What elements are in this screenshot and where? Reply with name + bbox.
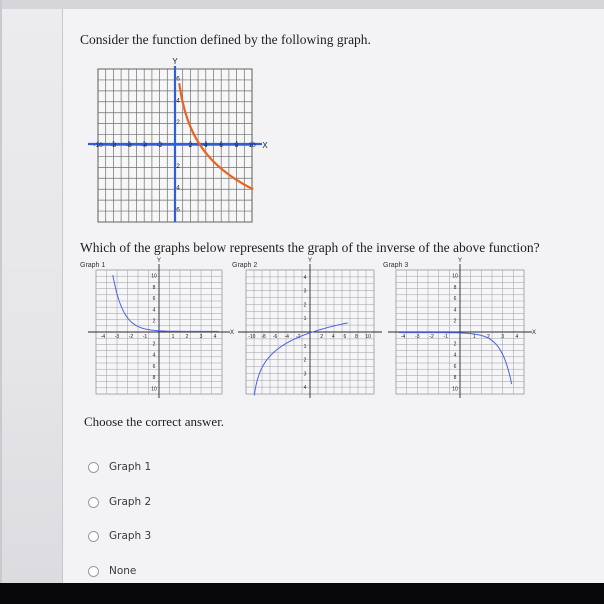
graph-y-tick-label: 10	[151, 386, 157, 393]
option-label: Graph 3	[109, 530, 152, 542]
graph-y-tick-label: 3	[303, 371, 307, 378]
graph-3	[386, 258, 546, 408]
graph-x-tick-label: -2	[296, 334, 301, 340]
graph-y-tick-label: 8	[453, 375, 457, 382]
graph-x-tick-label: -4	[100, 334, 106, 340]
graph-y-tick-label: 2	[453, 318, 457, 325]
graph-x-tick-label: 2	[185, 334, 189, 340]
main-y-tick-label: 4	[176, 184, 180, 192]
graph-x-tick-label: -2	[429, 334, 434, 340]
graph-x-tick-label: 8	[355, 334, 358, 340]
graph-y-tick-label: 6	[152, 296, 156, 303]
left-edge	[0, 0, 2, 583]
graph-y-axis-label: Y	[307, 258, 313, 264]
top-band	[0, 0, 604, 9]
graph-y-tick-label: 8	[152, 284, 156, 291]
radio-button[interactable]	[88, 566, 99, 577]
graph-y-tick-label: 10	[452, 273, 458, 280]
graph-x-tick-label: 4	[331, 334, 335, 340]
option-graph-2[interactable]	[88, 496, 151, 508]
graph-y-tick-label: 2	[152, 341, 156, 348]
graph-y-tick-label: 10	[452, 386, 458, 393]
radio-button[interactable]	[88, 531, 99, 542]
option-none[interactable]	[88, 565, 136, 577]
graph-x-tick-label: -3	[415, 334, 420, 340]
main-x-tick-label: 10	[248, 142, 256, 149]
main-x-tick-label: 8	[234, 142, 239, 149]
graph-y-tick-label: 4	[303, 385, 307, 392]
graph-x-tick-label: -1	[142, 334, 148, 340]
main-x-tick-label: -2	[156, 142, 163, 149]
inverse-question: Which of the graphs below represents the graph of the inverse of the above function?	[80, 240, 540, 255]
graph-2-title: Graph 2	[232, 262, 258, 269]
main-x-tick-label: 6	[219, 142, 224, 149]
graph-x-tick-label: 3	[501, 334, 505, 340]
graph-1-title: Graph 1	[80, 262, 106, 269]
graph-y-tick-label: 1	[303, 316, 307, 323]
graph-y-tick-label: 10	[151, 273, 157, 280]
graph-y-tick-label: 4	[453, 307, 457, 314]
graph-x-tick-label: -10	[248, 334, 256, 340]
main-x-tick-label: -6	[125, 142, 132, 149]
graph-y-tick-label: 1	[303, 343, 307, 350]
main-x-tick-label: -4	[141, 142, 148, 149]
graph-y-tick-label: 4	[152, 307, 156, 314]
graph-y-tick-label: 4	[152, 352, 156, 359]
main-x-tick-label: 2	[188, 142, 193, 149]
graph-x-tick-label: 3	[199, 334, 203, 340]
choose-instruction: Choose the correct answer.	[84, 414, 225, 429]
graph-y-tick-label: 2	[152, 318, 156, 325]
graph-x-tick-label: -2	[128, 334, 134, 340]
graph-2	[236, 258, 386, 408]
main-y-tick-label: 2	[176, 119, 180, 127]
graph-y-tick-label: 3	[303, 288, 307, 295]
radio-button[interactable]	[88, 462, 99, 473]
graph-y-tick-label: 8	[453, 284, 457, 291]
graph-y-tick-label: 8	[152, 375, 156, 382]
graph-x-tick-label: -1	[443, 334, 449, 340]
graph-y-axis-label: Y	[156, 258, 162, 264]
radio-button[interactable]	[88, 497, 99, 508]
main-x-axis-label: X	[262, 141, 268, 150]
graph-x-axis-label: X	[531, 330, 537, 336]
graph-y-tick-label: 4	[453, 352, 457, 359]
graph-x-tick-label: -6	[272, 334, 278, 340]
option-graph-1[interactable]	[88, 461, 151, 473]
graph-3-title: Graph 3	[383, 262, 409, 269]
graph-y-tick-label: 6	[453, 363, 457, 370]
graph-x-tick-label: 4	[213, 334, 217, 340]
main-y-tick-label: 2	[176, 162, 180, 170]
graph-x-tick-label: -8	[261, 334, 266, 340]
main-y-tick-label: 4	[176, 97, 180, 105]
graph-x-tick-label: -4	[400, 334, 406, 340]
graph-x-tick-label: -4	[284, 334, 289, 340]
option-label: Graph 1	[109, 461, 152, 473]
graph-x-tick-label: -3	[114, 334, 120, 340]
graph-y-tick-label: 6	[152, 363, 156, 370]
bottom-bar	[0, 583, 604, 604]
graph-y-axis-label: Y	[457, 258, 463, 264]
graph-y-tick-label: 4	[303, 274, 307, 281]
graph-x-tick-label: 2	[487, 334, 490, 340]
graph-y-tick-label: 2	[453, 341, 457, 348]
option-graph-3[interactable]	[88, 530, 151, 542]
option-label: None	[109, 565, 137, 577]
graph-x-axis-label: X	[229, 330, 235, 336]
graph-1	[86, 258, 236, 408]
main-y-axis-label: Y	[172, 57, 178, 66]
main-y-tick-label: 6	[176, 206, 180, 214]
graph-x-tick-label: 1	[472, 334, 476, 340]
main-x-tick-label: -10	[93, 142, 103, 149]
question-prompt: Consider the function defined by the following graph.	[80, 32, 371, 47]
graph-y-tick-label: 2	[303, 357, 307, 364]
main-x-tick-label: -8	[110, 142, 117, 149]
graph-x-tick-label: 10	[365, 334, 371, 340]
graph-x-tick-label: 6	[343, 334, 347, 340]
graph-x-tick-label: 4	[515, 334, 519, 340]
graph-x-tick-label: 1	[171, 334, 175, 340]
graph-y-tick-label: 6	[453, 296, 457, 303]
graph-y-tick-label: 2	[303, 302, 307, 309]
main-function-graph	[84, 57, 268, 228]
option-label: Graph 2	[109, 496, 152, 508]
graph-x-tick-label: 2	[320, 334, 324, 340]
main-x-tick-label: 4	[203, 142, 208, 149]
main-y-tick-label: 6	[176, 75, 180, 83]
